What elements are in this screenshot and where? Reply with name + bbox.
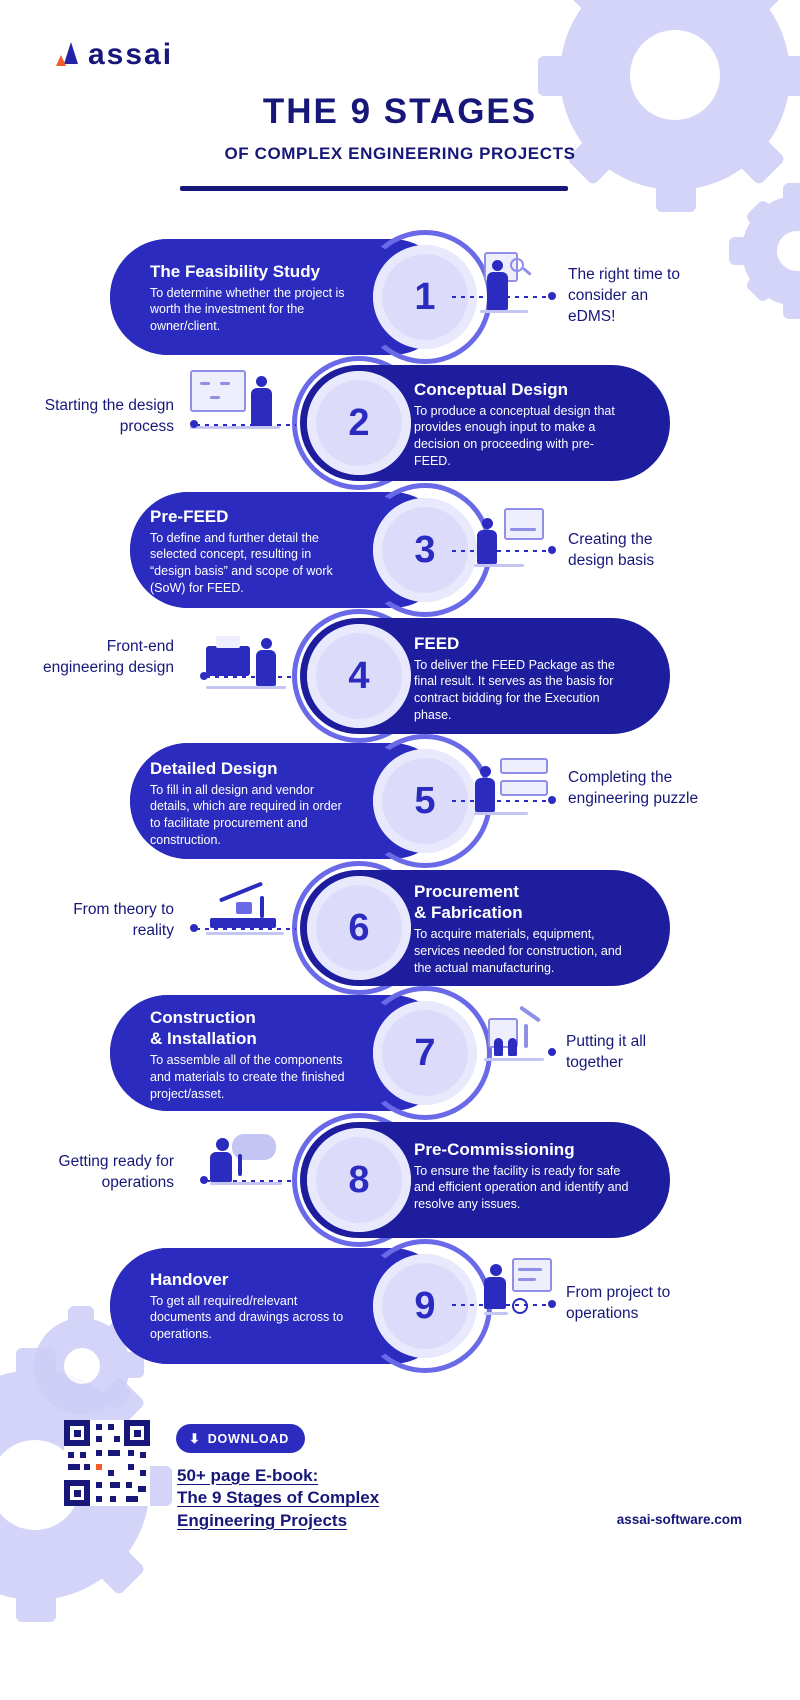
stage-5-number: 5 [414,779,436,822]
stage-1-caption: The right time to consider an eDMS! [568,266,680,325]
stage-4-caption: Front-end engineering design [43,638,174,676]
stage-9-illustration [484,1258,556,1320]
stage-6-text [414,882,636,977]
stage-3-heading: Pre-FEED [150,507,229,526]
stage-1-number: 1 [414,275,436,318]
stage-2-text [414,380,629,470]
stage-3-illustration [474,508,550,570]
stage-5-caption: Completing the engineering puzzle [568,769,699,807]
page-title: THE 9 STAGES [262,92,538,131]
stage-6-connector-dot [190,924,198,932]
stage-5-connector-dot [548,796,556,804]
brand-name: assai [88,38,174,71]
stage-1-text [150,262,350,335]
stage-5-text [150,759,350,849]
stage-4-connector [206,676,296,678]
brand-logo[interactable] [56,38,173,72]
stage-6-heading-line1: Procurement [414,882,519,901]
stage-5-heading: Detailed Design [150,759,278,778]
stage-6-number: 6 [348,906,370,949]
stage-3-connector-dot [548,546,556,554]
download-button-label: DOWNLOAD [207,1431,290,1446]
stage-8-connector [206,1180,296,1182]
download-button[interactable] [176,1424,305,1453]
stage-2-number-ring [307,371,411,475]
website-url[interactable]: assai-software.com [616,1512,742,1527]
stage-7-number: 7 [414,1031,436,1074]
stage-8-body: To ensure the facility is ready for safe and efficient operation and identify and resolve any issues. [414,1163,629,1212]
stage-8-number: 8 [348,1158,370,1201]
stage-4-number: 4 [348,654,370,697]
stage-1-heading: The Feasibility Study [150,262,321,281]
stage-7-heading-line2: & Installation [150,1028,257,1048]
stage-3-text [150,507,350,597]
stage-5-body: To fill in all design and vendor details, which are required in order to facilitate procurement and construction. [150,782,342,848]
stage-2-connector [196,424,296,426]
ebook-link[interactable] [177,1465,467,1532]
stage-4-heading: FEED [414,634,460,653]
stage-9-number-ring [373,1254,477,1358]
stage-9-heading: Handover [150,1270,229,1289]
stage-7-text [150,1008,355,1103]
stage-8-text [414,1140,634,1213]
ebook-title-line2: The 9 Stages of Complex [177,1488,380,1508]
page-subtitle: OF COMPLEX ENGINEERING PROJECTS [224,144,576,163]
stage-9-text [150,1270,350,1343]
stage-5-connector [452,800,550,802]
stage-2-body: To produce a conceptual design that provides enough input to make a decision on proceeding with pre-FEED. [414,403,615,469]
stage-9-number: 9 [414,1284,436,1327]
stage-1-connector-dot [548,292,556,300]
download-arrow-icon: ⬇ [189,1431,201,1446]
stage-2-heading: Conceptual Design [414,380,568,399]
stage-9-body: To get all required/relevant documents and drawings across to operations. [150,1293,344,1342]
stage-8-heading: Pre-Commissioning [414,1140,575,1159]
stage-9-caption: From project to operations [566,1284,671,1322]
stage-6-number-ring [307,876,411,980]
stage-6-connector [196,928,296,930]
stage-4-illustration [206,630,292,694]
stage-8-caption: Getting ready for operations [58,1153,174,1191]
ebook-title-line3: Engineering Projects [177,1510,348,1530]
stage-6-body: To acquire materials, equipment, services needed for construction, and the actual manufacturing. [414,927,622,975]
stage-2-number: 2 [348,401,370,444]
stage-7-body: To assemble all of the components and materials to create the finished project/asset. [150,1053,345,1101]
stage-4-number-ring [307,624,411,728]
stage-9-connector [452,1304,550,1306]
stage-1-body: To determine whether the project is worth the investment for the owner/client. [150,285,345,334]
stage-7-connector-dot [548,1048,556,1056]
stage-4-body: To deliver the FEED Package as the final result. It serves as the basis for contract bidding for the Execution phase. [414,657,615,723]
stage-4-text [414,634,629,724]
qr-code[interactable] [64,1420,150,1506]
stage-4-connector-dot [200,672,208,680]
stage-7-caption: Putting it all together [566,1033,647,1071]
stage-2-caption: Starting the design process [44,397,174,435]
stage-1-illustration [474,248,536,316]
assai-triangle-logo-icon [56,42,82,68]
stage-9-connector-dot [548,1300,556,1308]
stage-6-illustration [206,888,292,942]
stage-7-heading-line1: Construction [150,1008,256,1027]
stage-6-heading-line2: & Fabrication [414,902,523,922]
ebook-title-line1: 50+ page E-book: [177,1466,319,1485]
title-divider [180,186,568,191]
stage-3-connector [452,550,550,552]
stage-8-connector-dot [200,1176,208,1184]
stage-8-number-ring [307,1128,411,1232]
gear-decoration-right-small [742,196,800,306]
stage-7-number-ring [373,1001,477,1105]
stage-1-connector [452,296,550,298]
stage-3-number: 3 [414,528,436,571]
stage-5-illustration [474,758,554,818]
stage-3-caption: Creating the design basis [568,531,655,569]
stage-2-connector-dot [190,420,198,428]
stage-6-caption: From theory to reality [73,901,174,939]
stage-3-body: To define and further detail the selected concept, resulting in “design basis” and scope of work (SoW) for FEED. [150,530,333,596]
